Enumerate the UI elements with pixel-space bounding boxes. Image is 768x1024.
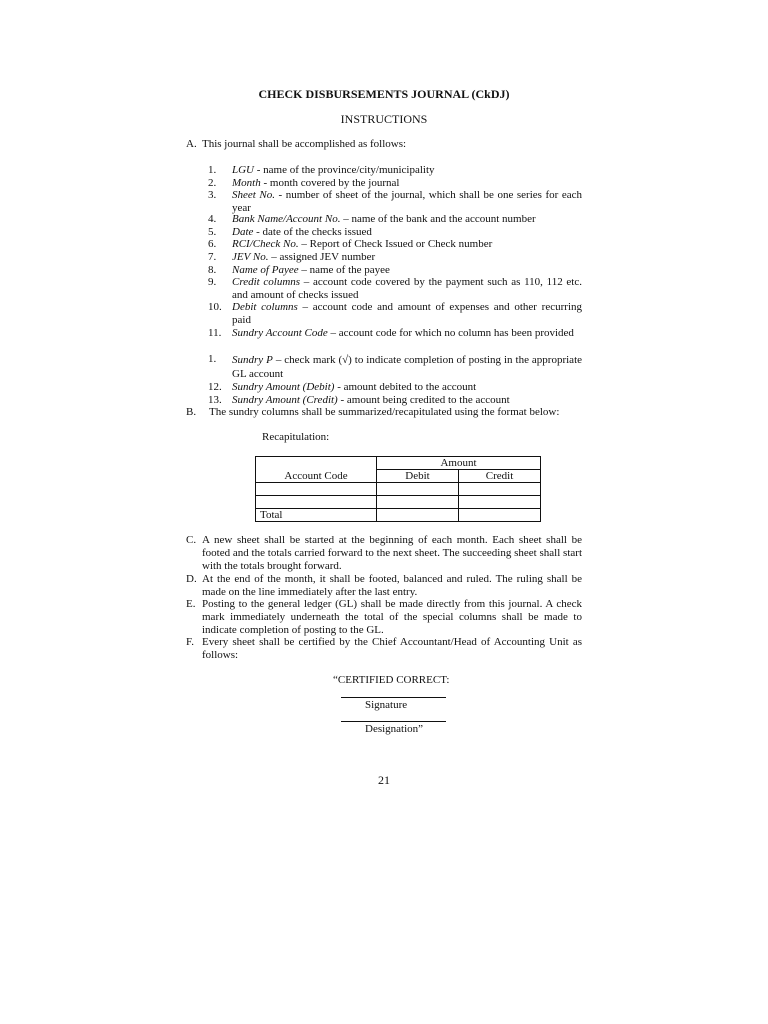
debit-header: Debit: [377, 470, 459, 483]
list-item: [232, 213, 582, 226]
item-term: Sundry P: [232, 354, 273, 366]
section-b-letter: B.: [186, 406, 197, 418]
recap-label: Recapitulation:: [262, 431, 330, 443]
item-number: 6.: [208, 238, 217, 250]
signature-label: Signature: [365, 699, 408, 711]
item-desc: – name of the bank and the account number: [340, 213, 536, 225]
list-item: [232, 353, 582, 381]
designation-label: Designation”: [365, 723, 424, 735]
item-desc: - number of sheet of the journal, which shall be one series for each year: [232, 189, 582, 214]
designation-line: [341, 721, 446, 722]
item-term: Bank Name/Account No.: [232, 213, 341, 225]
list-item: [232, 381, 582, 394]
document-title: CHECK DISBURSEMENTS JOURNAL (CkDJ): [258, 87, 510, 101]
item-number: 1.: [208, 164, 217, 176]
item-desc: – account code and amount of expenses and other recurring paid: [232, 301, 582, 326]
account-code-header: Account Code: [256, 457, 377, 483]
item-number: 11.: [208, 327, 222, 339]
page-number: 21: [378, 773, 390, 787]
table-row: [256, 509, 541, 522]
item-number: 10.: [208, 301, 222, 313]
item-number: 2.: [208, 177, 217, 189]
section-e-letter: E.: [186, 598, 196, 610]
item-term: Sundry Account Code: [232, 327, 328, 339]
list-item: [232, 327, 582, 340]
item-desc: – name of the payee: [298, 264, 390, 276]
item-number: 12.: [208, 381, 222, 393]
list-item: [232, 164, 582, 177]
section-e-text: Posting to the general ledger (GL) shall be made directly from this journal. A check mark immediately underneath the total of the special columns shall be made to indicate completion of posting to the GL.: [202, 598, 582, 636]
item-number: 4.: [208, 213, 217, 225]
item-desc: - amount being credited to the account: [337, 394, 510, 406]
item-number: 13.: [208, 394, 222, 406]
amount-header: Amount: [377, 457, 541, 470]
item-desc: – account code for which no column has been provided: [327, 327, 574, 339]
section-f-text: Every sheet shall be certified by the Chief Accountant/Head of Accounting Unit as follows:: [202, 636, 582, 661]
table-row: [256, 483, 541, 496]
signature-line: [341, 697, 446, 698]
item-term: Month: [232, 177, 261, 189]
item-desc: – account code covered by the payment such as 110, 112 etc. and amount of checks issued: [232, 276, 582, 301]
item-number: 3.: [208, 189, 217, 201]
recapitulation-table: [255, 456, 541, 522]
item-desc: - date of the checks issued: [253, 226, 372, 238]
section-c-letter: C.: [186, 534, 197, 546]
item-number: 1.: [208, 353, 217, 365]
list-item: [232, 301, 582, 327]
item-term: JEV No.: [232, 251, 269, 263]
item-desc: - name of the province/city/municipality: [254, 164, 435, 176]
instructions-heading: INSTRUCTIONS: [340, 112, 428, 126]
item-term: RCI/Check No.: [232, 238, 299, 250]
item-number: 8.: [208, 264, 217, 276]
item-term: Sundry Amount (Credit): [232, 394, 338, 406]
item-desc: – assigned JEV number: [268, 251, 376, 263]
item-term: Sheet No.: [232, 189, 275, 201]
section-d-letter: D.: [186, 573, 197, 585]
total-label: Total: [256, 509, 377, 522]
item-desc: – Report of Check Issued or Check number: [298, 238, 493, 250]
item-term: Debit columns: [232, 301, 298, 313]
section-b-text: The sundry columns shall be summarized/recapitulated using the format below:: [209, 406, 560, 418]
list-item: [232, 238, 582, 251]
section-f-letter: F.: [186, 636, 194, 648]
item-term: Sundry Amount (Debit): [232, 381, 335, 393]
list-item: [232, 251, 582, 264]
item-desc: - amount debited to the account: [334, 381, 477, 393]
item-desc: - month covered by the journal: [260, 177, 400, 189]
section-c-text: A new sheet shall be started at the beginning of each month. Each sheet shall be footed and the totals carried forward to the next sheet. The succeeding sheet shall start with the totals brought forward.: [202, 534, 582, 572]
credit-header: Credit: [459, 470, 541, 483]
table-row: [256, 496, 541, 509]
item-term: LGU: [232, 164, 255, 176]
list-item: [232, 276, 582, 302]
item-number: 7.: [208, 251, 217, 263]
item-term: Credit columns: [232, 276, 301, 288]
section-a-text: This journal shall be accomplished as follows:: [202, 138, 407, 150]
certified-correct-heading: “CERTIFIED CORRECT:: [333, 674, 450, 686]
item-term: Name of Payee: [232, 264, 299, 276]
section-d-text: At the end of the month, it shall be footed, balanced and ruled. The ruling shall be made on the line immediately after the last entry.: [202, 573, 582, 598]
item-desc: – check mark (√) to indicate completion of posting in the appropriate GL account: [232, 354, 583, 380]
item-number: 9.: [208, 276, 217, 288]
item-number: 5.: [208, 226, 217, 238]
section-a-letter: A.: [186, 138, 197, 150]
item-term: Date: [232, 226, 254, 238]
list-item: [232, 189, 582, 215]
